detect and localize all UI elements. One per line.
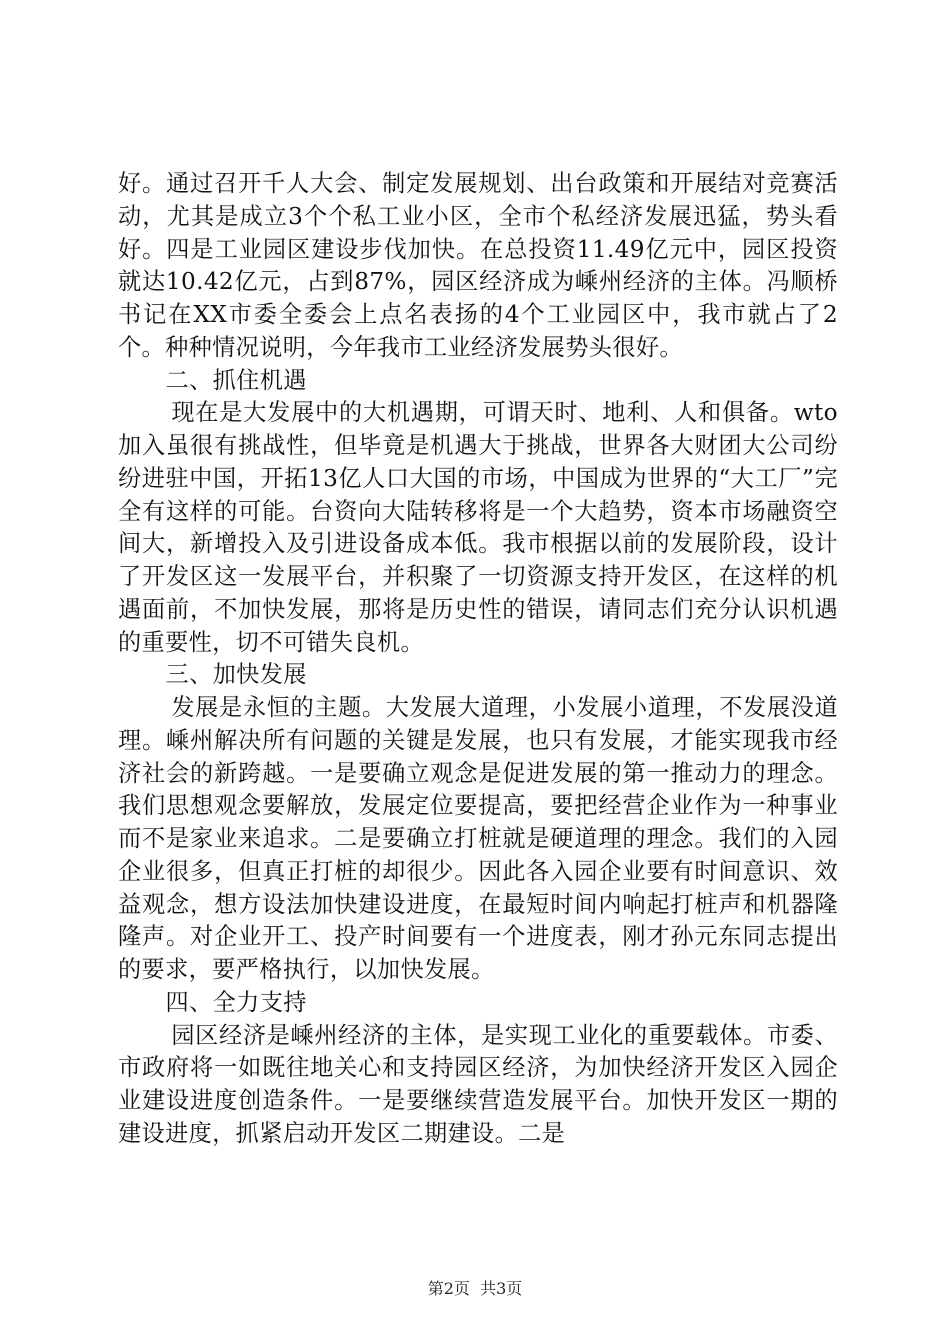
- paragraph-development: 发展是永恒的主题。大发展大道理，小发展小道理，不发展没道理。嵊州解决所有问题的关键是发展，也只有发展，才能实现我市经济社会的新跨越。一是要确立观念是促进发展的第一推动力的理念。我们思想观念要解放，发展定位要提高，要把经营企业作为一种事业而不是家业来追求。二是要确立打桩就是硬道理的理念。我们的入园企业很多，但真正打桩的却很少。因此各入园企业要有时间意识、效益观念，想方设法加快建设进度，在最短时间内响起打桩声和机器隆隆声。对企业开工、投产时间要有一个进度表，刚才孙元东同志提出的要求，要严格执行，以加快发展。: [118, 694, 838, 983]
- paragraph-support: 园区经济是嵊州经济的主体，是实现工业化的重要载体。市委、市政府将一如既往地关心和支持园区经济，为加快经济开发区入园企业建设进度创造条件。一是要继续营造发展平台。加快开发区一期的建设进度，抓紧启动开发区二期建设。二是: [118, 1021, 838, 1147]
- section-heading-seize-opportunity: 二、抓住机遇: [165, 366, 307, 394]
- section-heading-accelerate-development: 三、加快发展: [165, 661, 307, 689]
- paragraph-opportunity: 现在是大发展中的大机遇期，可谓天时、地利、人和俱备。wto加入虽很有挑战性，但毕竟是机遇大于挑战，世界各大财团大公司纷纷进驻中国，开拓13亿人口大国的市场，中国成为世界的“大工厂”完全有这样的可能。台资向大陆转移将是一个大趋势，资本市场融资空间大，新增投入及引进设备成本低。我市根据以前的发展阶段，设计了开发区这一发展平台，并积聚了一切资源支持开发区，在这样的机遇面前，不加快发展，那将是历史性的错误，请同志们充分认识机遇的重要性，切不可错失良机。: [118, 399, 838, 656]
- document-body: [118, 168, 838, 1151]
- page-number-label: 第2页 共3页: [427, 1279, 523, 1298]
- section-heading-full-support: 四、全力支持: [165, 988, 307, 1016]
- page-footer: [0, 1279, 950, 1299]
- paragraph-intro-continued: 好。通过召开千人大会、制定发展规划、出台政策和开展结对竞赛活动，尤其是成立3个个私工业小区，全市个私经济发展迅猛，势头看好。四是工业园区建设步伐加快。在总投资11.49亿元中，园区投资就达10.42亿元，占到87%，园区经济成为嵊州经济的主体。冯顺桥书记在XX市委全委会上点名表扬的4个工业园区中，我市就占了2个。种种情况说明，今年我市工业经济发展势头很好。: [118, 170, 838, 361]
